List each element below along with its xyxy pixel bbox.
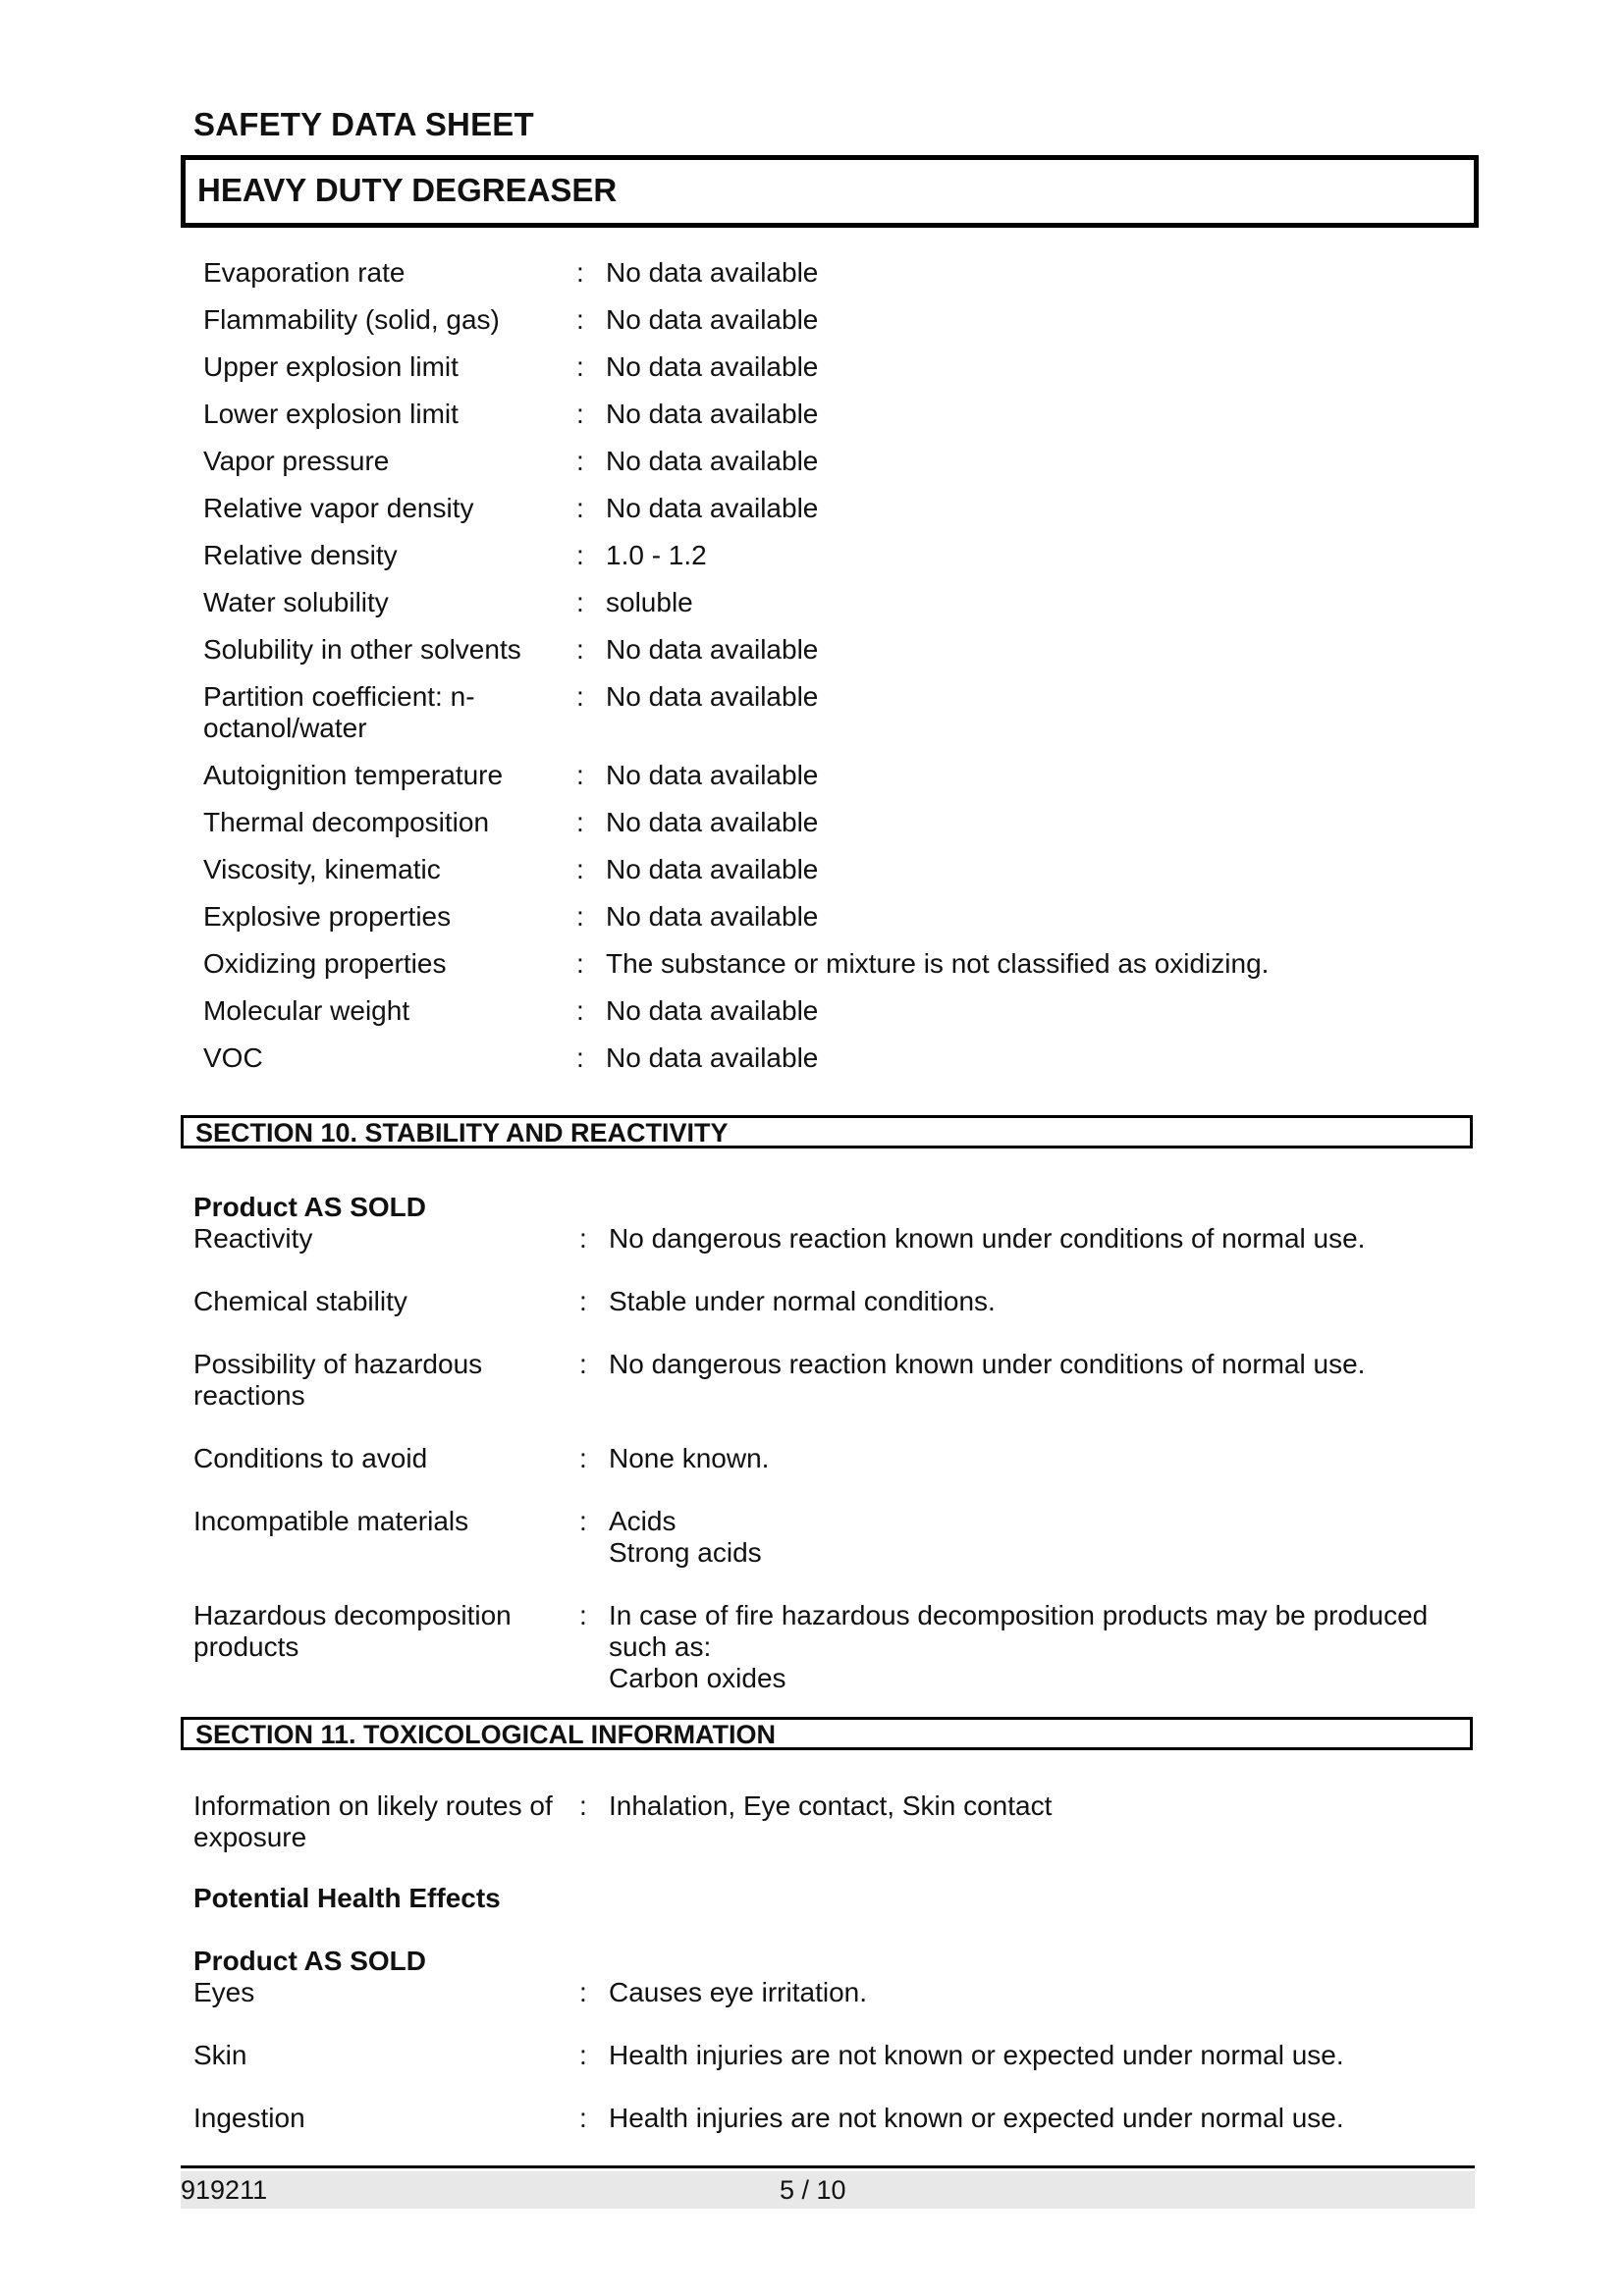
row-separator: :	[576, 304, 584, 335]
property-row	[203, 587, 1480, 618]
section-11-subheading: Product AS SOLD	[193, 1946, 426, 1976]
row-separator: :	[576, 399, 584, 429]
row-value: Health injuries are not known or expected under normal use.	[609, 2040, 1344, 2070]
row-label: Reactivity	[193, 1223, 313, 1254]
property-row	[203, 1042, 1480, 1074]
section-10-header	[181, 1115, 1473, 1148]
row-value: In case of fire hazardous decomposition products may be produced such as: Carbon oxides	[609, 1600, 1429, 1693]
property-row	[203, 446, 1480, 477]
section-11-title: SECTION 11. TOXICOLOGICAL INFORMATION	[195, 1720, 777, 1749]
row-label: Flammability (solid, gas)	[203, 304, 500, 335]
section-10-title: SECTION 10. STABILITY AND REACTIVITY	[195, 1118, 729, 1148]
row-separator: :	[579, 1349, 587, 1379]
section-11-header	[181, 1717, 1473, 1750]
row-value: No data available	[606, 446, 819, 476]
document-title: SAFETY DATA SHEET	[193, 106, 534, 142]
row-label: Chemical stability	[193, 1286, 407, 1316]
section-11-row	[193, 2103, 1489, 2134]
row-label: Explosive properties	[203, 901, 452, 932]
row-label: Solubility in other solvents	[203, 634, 521, 665]
row-separator: :	[576, 995, 584, 1026]
row-value: Acids Strong acids	[609, 1506, 762, 1568]
row-separator: :	[576, 901, 584, 932]
page-number: 5 / 10	[780, 2175, 846, 2205]
row-separator: :	[576, 446, 584, 476]
property-row	[203, 901, 1480, 933]
row-separator: :	[579, 2040, 587, 2070]
property-row	[203, 854, 1480, 885]
row-separator: :	[576, 587, 584, 617]
row-value: No data available	[606, 304, 819, 335]
row-separator: :	[576, 760, 584, 790]
section-11-row	[193, 2040, 1489, 2071]
row-value: No data available	[606, 854, 819, 884]
row-label: Upper explosion limit	[203, 351, 459, 382]
row-label: Molecular weight	[203, 995, 410, 1026]
page-footer	[181, 2171, 1475, 2209]
row-label: Oxidizing properties	[203, 948, 447, 979]
property-row	[203, 399, 1480, 430]
row-separator: :	[576, 854, 584, 884]
row-value: The substance or mixture is not classified as oxidizing.	[606, 948, 1270, 979]
row-value: Stable under normal conditions.	[609, 1286, 996, 1316]
property-row	[203, 807, 1480, 838]
section-10-row	[193, 1443, 1489, 1474]
footer-rule	[181, 2165, 1475, 2168]
row-separator: :	[576, 351, 584, 382]
row-value: No data available	[606, 760, 819, 790]
property-row	[203, 995, 1480, 1027]
row-label: Relative vapor density	[203, 493, 474, 523]
row-value: soluble	[606, 587, 693, 617]
row-separator: :	[579, 1790, 587, 1821]
row-value: No data available	[606, 1042, 819, 1073]
row-label: Water solubility	[203, 587, 389, 617]
row-label: Lower explosion limit	[203, 399, 459, 429]
section-10-row	[193, 1286, 1489, 1317]
row-value: No data available	[606, 901, 819, 932]
section-10-content	[193, 1192, 1489, 1726]
row-label: Autoignition temperature	[203, 760, 504, 790]
potential-health-effects-heading: Potential Health Effects	[193, 1883, 501, 1913]
row-separator: :	[579, 1600, 587, 1630]
property-row	[203, 681, 1480, 744]
property-row	[203, 257, 1480, 289]
document-number: 919211	[181, 2175, 268, 2205]
row-value: No data available	[606, 995, 819, 1026]
section-10-row	[193, 1223, 1489, 1255]
section-11-row	[193, 1977, 1489, 2008]
product-name: HEAVY DUTY DEGREASER	[197, 172, 618, 208]
section-10-subheading: Product AS SOLD	[193, 1192, 426, 1222]
row-separator: :	[576, 948, 584, 979]
row-separator: :	[576, 681, 584, 712]
row-separator: :	[576, 540, 584, 570]
row-label: VOC	[203, 1042, 263, 1073]
row-label: Possibility of hazardous reactions	[193, 1349, 483, 1411]
section-10-row	[193, 1506, 1489, 1569]
row-value: No data available	[606, 351, 819, 382]
row-separator: :	[576, 634, 584, 665]
property-row	[203, 304, 1480, 336]
row-separator: :	[579, 2103, 587, 2133]
row-label: Thermal decomposition	[203, 807, 490, 837]
exposure-routes-row	[193, 1790, 1489, 1853]
row-label: Information on likely routes of exposure	[193, 1790, 553, 1852]
property-row	[203, 540, 1480, 571]
property-row	[203, 634, 1480, 666]
property-row	[203, 948, 1480, 980]
row-separator: :	[576, 493, 584, 523]
row-value: No dangerous reaction known under conditions of normal use.	[609, 1223, 1366, 1254]
row-value: No data available	[606, 807, 819, 837]
section-10-row	[193, 1349, 1489, 1412]
row-value: No dangerous reaction known under conditions of normal use.	[609, 1349, 1366, 1379]
row-separator: :	[579, 1506, 587, 1536]
row-label: Eyes	[193, 1977, 255, 2007]
section-10-row	[193, 1600, 1489, 1694]
row-separator: :	[579, 1286, 587, 1316]
row-label: Viscosity, kinematic	[203, 854, 441, 884]
row-value: No data available	[606, 634, 819, 665]
row-label: Incompatible materials	[193, 1506, 469, 1536]
properties-list	[203, 257, 1480, 1090]
row-value: No data available	[606, 493, 819, 523]
row-value: Health injuries are not known or expected under normal use.	[609, 2103, 1344, 2133]
property-row	[203, 493, 1480, 524]
row-separator: :	[576, 257, 584, 288]
row-label: Conditions to avoid	[193, 1443, 428, 1473]
row-separator: :	[576, 807, 584, 837]
row-label: Evaporation rate	[203, 257, 406, 288]
row-label: Vapor pressure	[203, 446, 390, 476]
row-separator: :	[579, 1443, 587, 1473]
section-11-content	[193, 1790, 1489, 2165]
row-separator: :	[579, 1223, 587, 1254]
row-separator: :	[579, 1977, 587, 2007]
row-value: None known.	[609, 1443, 770, 1473]
row-separator: :	[576, 1042, 584, 1073]
row-value: 1.0 - 1.2	[606, 540, 707, 570]
property-row	[203, 351, 1480, 383]
row-label: Hazardous decomposition products	[193, 1600, 512, 1662]
row-value: No data available	[606, 399, 819, 429]
row-label: Skin	[193, 2040, 247, 2070]
property-row	[203, 760, 1480, 791]
row-label: Partition coefficient: n- octanol/water	[203, 681, 475, 743]
row-value: No data available	[606, 681, 819, 712]
product-name-box	[181, 155, 1479, 228]
row-label: Ingestion	[193, 2103, 305, 2133]
row-label: Relative density	[203, 540, 398, 570]
row-value: Causes eye irritation.	[609, 1977, 868, 2007]
row-value: Inhalation, Eye contact, Skin contact	[609, 1790, 1053, 1821]
row-value: No data available	[606, 257, 819, 288]
